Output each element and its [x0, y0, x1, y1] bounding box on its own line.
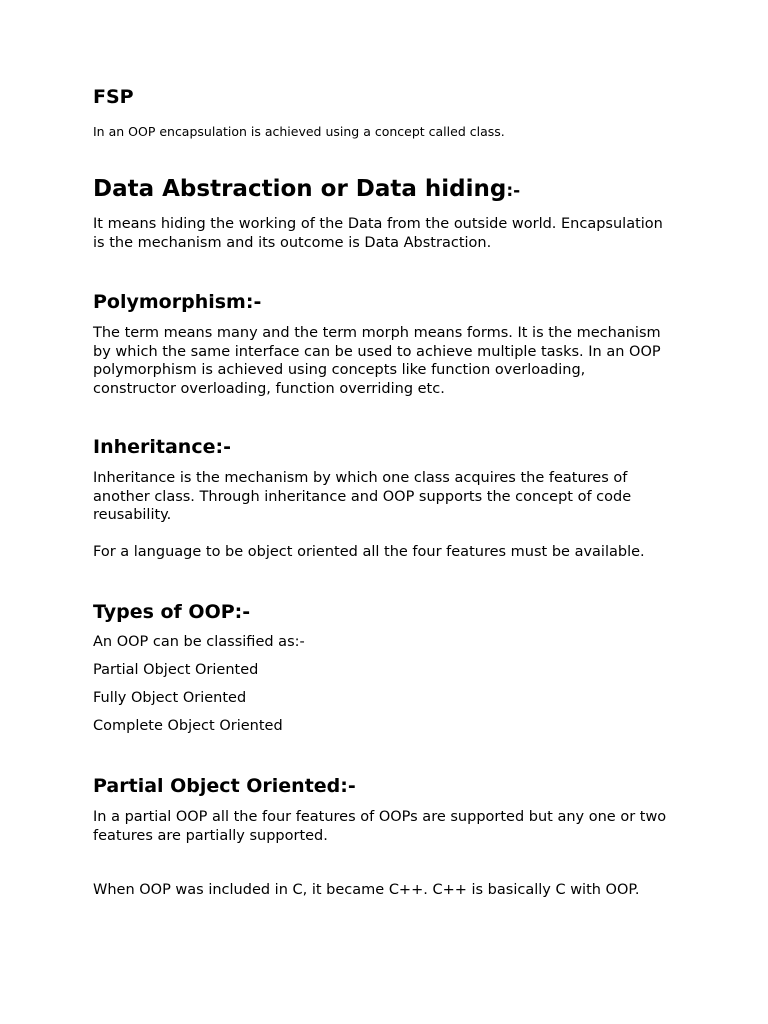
- four-features-text: For a language to be object oriented all the four features must be available.: [93, 544, 645, 560]
- partial-heading: Partial Object Oriented:-: [93, 775, 356, 797]
- abstraction-text: It means hiding the working of the Data from the outside world. Encapsulation is the mechanism and its outcome is Data Abstraction.: [93, 216, 663, 251]
- polymorphism-text: The term means many and the term morph means forms. It is the mechanism by which the same interface can be used to achieve multiple tasks. In an OOP polymorphism is achieved using concepts like function overloading, constructor overloading, function overriding etc.: [93, 325, 661, 397]
- list-item: Complete Object Oriented: [93, 718, 283, 734]
- partial-text: In a partial OOP all the four features of OOPs are supported but any one or two features are partially supported.: [93, 809, 667, 844]
- abstraction-heading: [93, 176, 520, 202]
- list-item: Fully Object Oriented: [93, 690, 247, 706]
- inheritance-text: Inheritance is the mechanism by which one class acquires the features of another class. Through inheritance and OOP supports the concept of code reusability.: [93, 470, 632, 523]
- fsp-text: In an OOP encapsulation is achieved using a concept called class.: [93, 124, 505, 139]
- list-item: Partial Object Oriented: [93, 662, 259, 678]
- types-heading: Types of OOP:-: [93, 601, 251, 623]
- abstraction-heading-suffix: :-: [506, 181, 521, 201]
- cpp-note-text: When OOP was included in C, it became C++. C++ is basically C with OOP.: [93, 882, 640, 898]
- inheritance-heading: Inheritance:-: [93, 436, 231, 458]
- polymorphism-heading: Polymorphism:-: [93, 291, 262, 313]
- types-intro: An OOP can be classified as:-: [93, 634, 305, 650]
- abstraction-heading-text: Data Abstraction or Data hiding: [93, 176, 507, 202]
- fsp-heading: FSP: [93, 86, 134, 108]
